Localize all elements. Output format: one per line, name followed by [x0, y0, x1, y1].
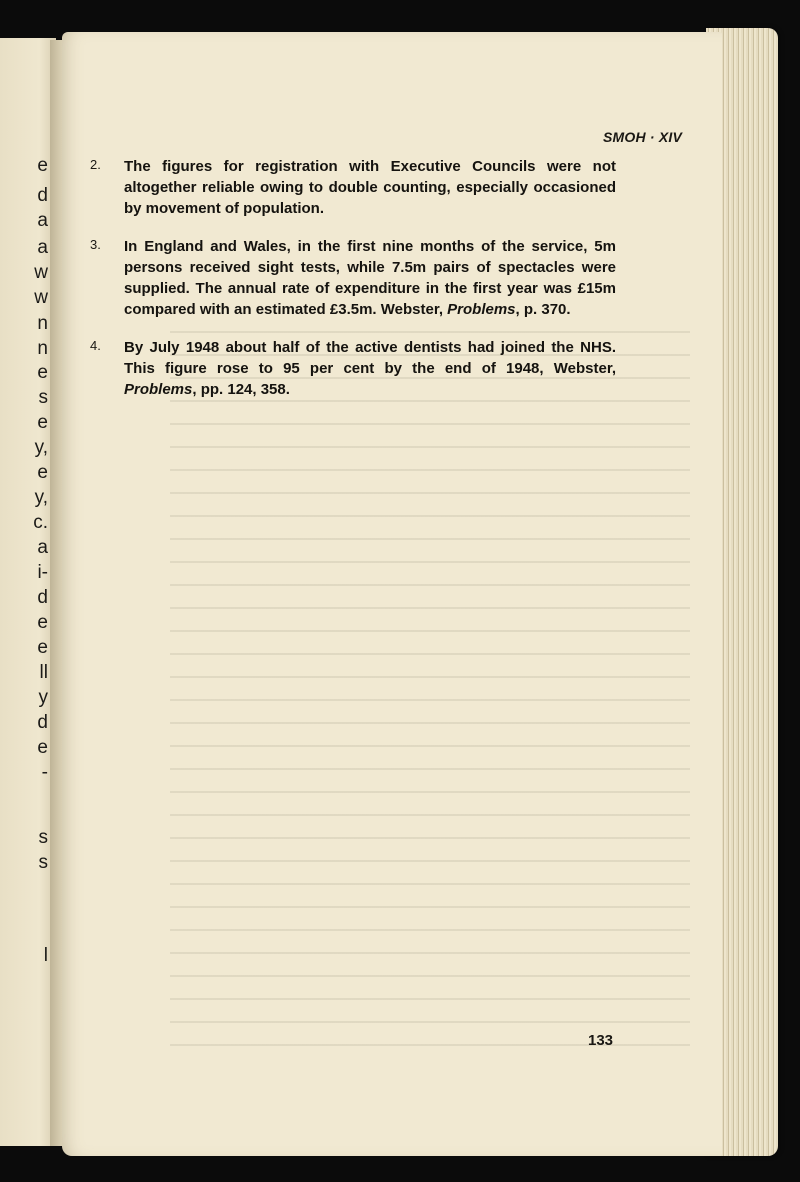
left-page-fragment: y,: [34, 487, 48, 508]
left-page-fragment: e: [37, 637, 48, 658]
note-text: By July 1948 about half of the active dentists had joined the NHS. This figure rose to 95 per cent by the end of 1948, Webster, Problems, pp. 124, 358.: [124, 339, 616, 398]
left-page-fragment: ll: [39, 662, 48, 683]
left-page-fragment: -: [41, 762, 48, 783]
left-page-edge: [0, 38, 56, 1146]
note-number: 3.: [90, 237, 101, 252]
left-page-fragment: i-: [37, 562, 48, 583]
left-page-fragment: s: [38, 827, 48, 848]
left-page-fragment: e: [37, 155, 48, 176]
endnotes-list: [90, 156, 616, 417]
running-header: SMOH · XIV: [602, 129, 682, 145]
left-page-fragment: n: [37, 313, 48, 334]
left-page-fragment: e: [37, 737, 48, 758]
page-number: 133: [588, 1032, 614, 1049]
endnote-4: [90, 337, 616, 400]
note-text: The figures for registration with Executive Councils were not altogether reliable owing to double counting, especially occasioned by movement of population.: [124, 158, 616, 217]
left-page-fragment: s: [38, 852, 48, 873]
endnote-3: [90, 236, 616, 320]
left-page-fragment: d: [37, 712, 48, 733]
left-page-fragment: s: [38, 387, 48, 408]
note-text: In England and Wales, in the first nine months of the service, 5m persons received sight tests, while 7.5m pairs of spectacles were supplied. The annual rate of expenditure in the first year was £15m compared with an estimated £3.5m. Webster, Problems, p. 370.: [124, 238, 616, 318]
left-page-fragment: d: [37, 185, 48, 206]
left-page-fragment: d: [37, 587, 48, 608]
left-page-fragment: y,: [34, 437, 48, 458]
left-page-fragment: n: [37, 338, 48, 359]
left-page-fragment: c.: [33, 512, 48, 533]
note-number: 2.: [90, 157, 101, 172]
left-page-fragment: w: [34, 287, 48, 308]
left-page-fragment: e: [37, 462, 48, 483]
left-page-fragment: a: [37, 210, 48, 231]
left-page-fragment: a: [37, 537, 48, 558]
left-page-fragment: a: [37, 237, 48, 258]
left-page-fragment: e: [37, 612, 48, 633]
left-page-fragment: e: [37, 362, 48, 383]
left-page-fragment: y: [38, 687, 48, 708]
left-page-fragment: e: [37, 412, 48, 433]
note-number: 4.: [90, 338, 101, 353]
citation-title: Problems: [447, 301, 516, 318]
citation-title: Problems: [124, 381, 193, 398]
left-page-fragment: w: [34, 262, 48, 283]
left-page-fragment: l: [43, 945, 48, 966]
show-through-text: [170, 322, 690, 1062]
endnote-2: [90, 156, 616, 219]
